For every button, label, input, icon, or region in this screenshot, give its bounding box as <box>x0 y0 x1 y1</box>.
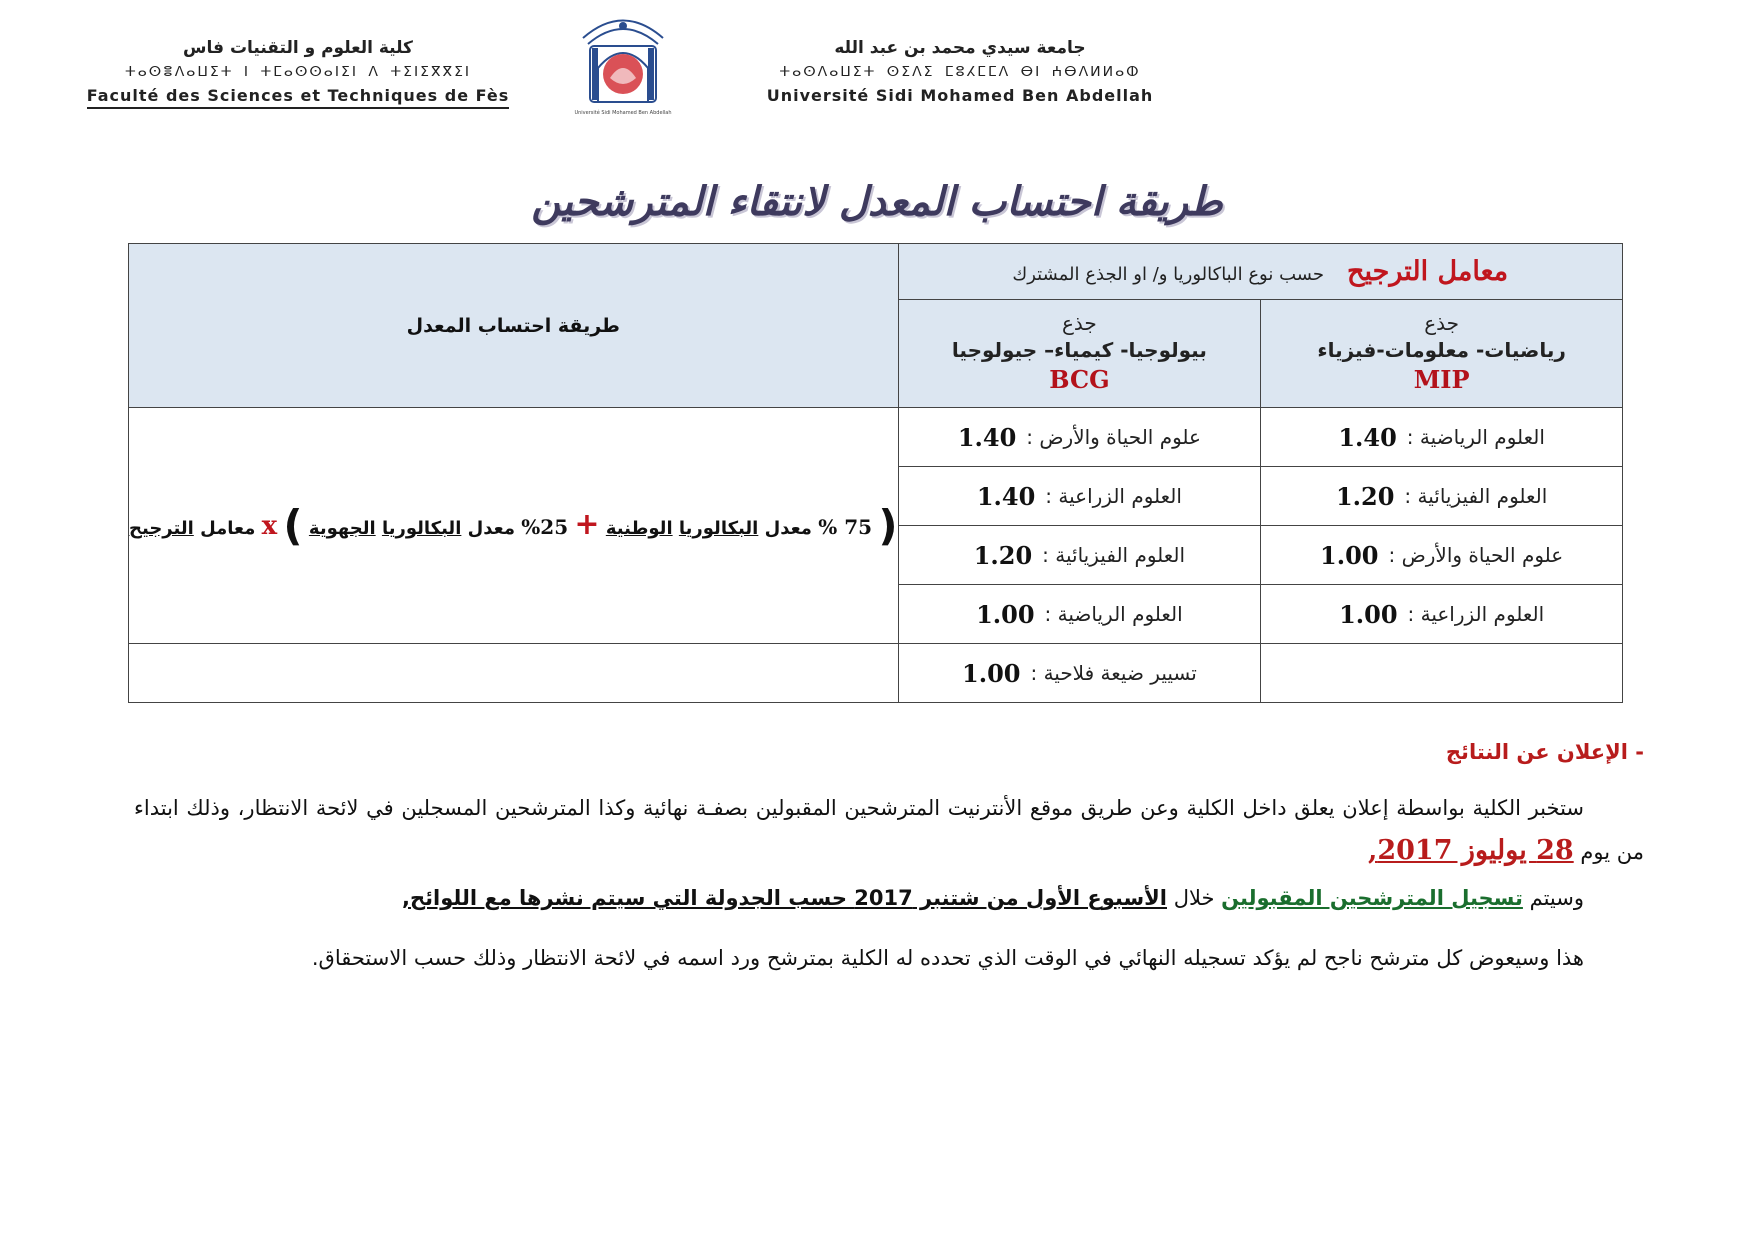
p3-text: هذا وسيعوض كل مترشح ناجح لم يؤكد تسجيله النهائي في الوقت الذي تحدده له الكلية بمترشح ورد اسمه في لائحة الانتظار وذلك حسب الاستحقاق. <box>311 946 1584 970</box>
mip-code: MIP <box>1413 365 1470 395</box>
p2-text-b: خلال <box>1173 886 1215 910</box>
formula-t3: الوطنية <box>605 518 673 539</box>
mip-jad: جذع <box>1424 311 1460 336</box>
formula-pct25: 25% <box>521 515 569 539</box>
coefficient-title: معامل الترجيح <box>1347 256 1509 287</box>
formula-pct75: 75 % <box>818 515 873 539</box>
method-header: طريقة احتساب المعدل <box>129 244 899 408</box>
coefficient-header <box>898 244 1622 300</box>
announcement-heading: - الإعلان عن النتائج <box>1445 740 1644 764</box>
mip-value: 1.00 <box>1339 599 1398 629</box>
registration-highlight: تسجيل المترشحين المقبولين <box>1221 886 1523 910</box>
university-name-tifinagh: ⵜⴰⵙⴷⴰⵡⵉⵜ ⵙⵉⴷⵉ ⵎⵓⵃⵎⵎⴷ ⴱⵏ ⵄⴱⴷⵍⵍⴰⵀ <box>779 64 1141 80</box>
empty-cell <box>1261 644 1623 703</box>
bcg-label: علوم الحياة والأرض : <box>1026 425 1201 449</box>
bcg-header <box>898 300 1261 408</box>
document-title: طريقة احتساب المعدل لانتقاء المترشحين <box>531 178 1223 225</box>
announcement-paragraph-2 <box>134 880 1644 917</box>
bcg-value: 1.00 <box>976 599 1035 629</box>
coefficient-subtitle: حسب نوع الباكالوريا و/ او الجذع المشترك <box>1012 264 1324 285</box>
mip-value: 1.20 <box>1335 481 1395 511</box>
mip-label: العلوم الرياضية : <box>1406 425 1545 449</box>
formula-cell <box>129 408 899 644</box>
average-formula <box>129 501 898 550</box>
mip-subjects: رياضيات- معلومات-فيزياء <box>1317 338 1566 363</box>
p2-text-a: وسيتم <box>1529 886 1584 910</box>
university-header <box>730 38 1190 105</box>
formula-t6: الجهوية <box>308 518 376 539</box>
formula-t1: معدل <box>764 518 812 539</box>
mip-value: 1.00 <box>1320 540 1379 570</box>
formula-t2: البكالوريا <box>678 518 759 539</box>
faculty-name-fr: Faculté des Sciences et Techniques de Fès <box>87 86 510 109</box>
bcg-value: 1.40 <box>957 422 1017 452</box>
mip-label: علوم الحياة والأرض : <box>1388 543 1564 567</box>
bcg-subjects: بيولوجيا- كيمياء– جيولوجيا <box>951 338 1207 363</box>
bcg-value: 1.00 <box>962 658 1021 688</box>
mip-label: العلوم الفيزيائية : <box>1404 484 1548 508</box>
formula-t5: البكالوريا <box>381 518 462 539</box>
university-name-fr: Université Sidi Mohamed Ben Abdellah <box>766 86 1154 105</box>
bcg-label: تسيير ضيعة فلاحية : <box>1030 661 1197 685</box>
mip-value: 1.40 <box>1338 422 1397 452</box>
formula-t4: معدل <box>467 518 515 539</box>
announcement-paragraph-3 <box>134 940 1644 977</box>
formula-t7: معامل <box>200 518 256 539</box>
bcg-label: العلوم الفيزيائية : <box>1042 543 1186 567</box>
announcement-paragraph-1 <box>134 790 1644 874</box>
bcg-jad: جذع <box>1062 311 1097 336</box>
formula-close-paren: ) <box>283 501 303 550</box>
coefficient-table <box>128 243 1623 703</box>
mip-label: العلوم الزراعية : <box>1407 602 1545 626</box>
table-row <box>129 408 1623 467</box>
empty-cell <box>129 644 899 703</box>
university-logo <box>568 8 678 118</box>
bcg-label: العلوم الرياضية : <box>1044 602 1183 626</box>
registration-period: الأسبوع الأول من شتنبر 2017 حسب الجدولة التي سيتم نشرها مع اللوائح <box>410 886 1167 910</box>
formula-t8: الترجيح <box>129 518 194 539</box>
formula-plus: + <box>574 507 600 542</box>
mip-header <box>1261 300 1623 408</box>
table-row <box>129 644 1623 703</box>
university-name-ar: جامعة سيدي محمد بن عبد الله <box>834 38 1086 58</box>
faculty-name-ar: كلية العلوم و التقنيات فاس <box>183 38 413 58</box>
p2-end: , <box>402 886 411 910</box>
formula-times: x <box>261 511 278 541</box>
bcg-value: 1.20 <box>973 540 1033 570</box>
logo-caption: Université Sidi Mohamed Ben Abdellah <box>574 110 672 116</box>
bcg-label: العلوم الزراعية : <box>1045 484 1182 508</box>
p1-end: , <box>1367 834 1378 866</box>
faculty-header <box>58 38 538 109</box>
bcg-code: BCG <box>1049 365 1110 395</box>
p1-text: ستخبر الكلية بواسطة إعلان يعلق داخل الكلية وعن طريق موقع الأنترنيت المترشحين المقبولين بصفـة نهائية وكذا المترشحين المسجلين في لائحة الانتظار، وذلك ابتداء من يوم <box>134 796 1644 864</box>
formula-open-paren: ( <box>878 501 898 550</box>
results-date: 28 يوليوز 2017 <box>1377 834 1574 866</box>
faculty-name-tifinagh: ⵜⴰⵙⴻⴷⴰⵡⵉⵜ ⵏ ⵜⵎⴰⵙⵙⴰⵏⵉⵏ ⴷ ⵜⵉⵏⵉⴳⴳⵉⵏ <box>124 64 472 80</box>
bcg-value: 1.40 <box>976 481 1036 511</box>
